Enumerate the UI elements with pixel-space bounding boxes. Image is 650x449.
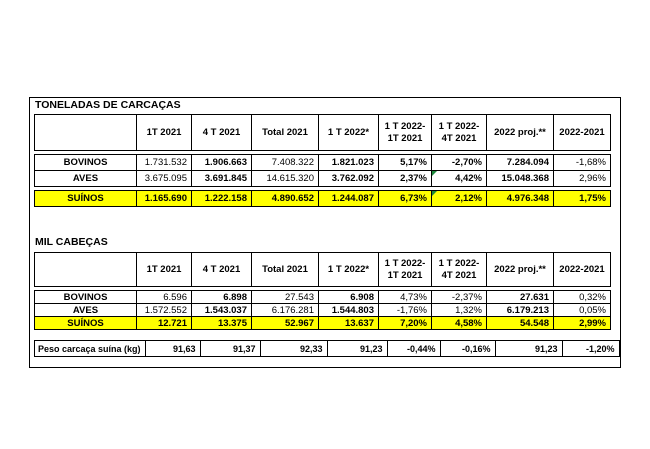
cell: 91,23 <box>327 341 387 357</box>
cell: 4.976.348 <box>487 191 554 207</box>
heads-table <box>34 252 611 330</box>
cell: 15.048.368 <box>487 171 554 187</box>
cell: 27.543 <box>252 291 319 304</box>
cell: -0,44% <box>387 341 440 357</box>
col-header: 4 T 2021 <box>192 253 252 287</box>
cell: 1.821.023 <box>319 155 379 171</box>
cell: -2,37% <box>432 291 487 304</box>
cell: 6.898 <box>192 291 252 304</box>
corner-cell <box>35 115 137 151</box>
col-header: 1 T 2022- 4T 2021 <box>432 253 487 287</box>
cell: 1,32% <box>432 304 487 317</box>
table-row-highlight <box>35 317 611 330</box>
cell: 91,23 <box>495 341 562 357</box>
section-title-heads: MIL CABEÇAS <box>35 236 108 248</box>
cell: 54.548 <box>487 317 554 330</box>
col-header: 1 T 2022* <box>319 253 379 287</box>
cell: 52.967 <box>252 317 319 330</box>
cell: 4.890.652 <box>252 191 319 207</box>
col-header: 1 T 2022- 1T 2021 <box>379 253 432 287</box>
cell: 4,42% <box>432 171 487 187</box>
row-label: BOVINOS <box>35 291 137 304</box>
col-header: 4 T 2021 <box>192 115 252 151</box>
cell: 0,05% <box>554 304 611 317</box>
cell: 3.675.095 <box>137 171 192 187</box>
col-header: 1T 2021 <box>137 115 192 151</box>
carcass-weight-table <box>34 340 620 357</box>
cell: 12.721 <box>137 317 192 330</box>
cell: 1.244.087 <box>319 191 379 207</box>
table-row <box>35 155 611 171</box>
col-header: 1 T 2022* <box>319 115 379 151</box>
cell: 0,32% <box>554 291 611 304</box>
table-row-highlight <box>35 191 611 207</box>
cell: 6.176.281 <box>252 304 319 317</box>
cell: 5,17% <box>379 155 432 171</box>
col-header: 2022 proj.** <box>487 115 554 151</box>
cell: 91,63 <box>145 341 200 357</box>
cell: 92,33 <box>260 341 327 357</box>
cell: -1,68% <box>554 155 611 171</box>
cell: 13.637 <box>319 317 379 330</box>
cell: 1.222.158 <box>192 191 252 207</box>
cell: 7,20% <box>379 317 432 330</box>
cell: 14.615.320 <box>252 171 319 187</box>
cell: 13.375 <box>192 317 252 330</box>
table-row <box>35 291 611 304</box>
col-header: 2022-2021 <box>554 253 611 287</box>
cell: 1.731.532 <box>137 155 192 171</box>
col-header: 1 T 2022- 4T 2021 <box>432 115 487 151</box>
col-header: 2022-2021 <box>554 115 611 151</box>
cell: 6,73% <box>379 191 432 207</box>
header-row <box>35 253 611 287</box>
cell: 3.762.092 <box>319 171 379 187</box>
cell: 2,99% <box>554 317 611 330</box>
cell: 1,75% <box>554 191 611 207</box>
table-row <box>35 304 611 317</box>
cell: 4,73% <box>379 291 432 304</box>
cell: 7.408.322 <box>252 155 319 171</box>
row-label: AVES <box>35 171 137 187</box>
cell: -1,76% <box>379 304 432 317</box>
cell: 6.596 <box>137 291 192 304</box>
row-label: SUÍNOS <box>35 317 137 330</box>
cell: -0,16% <box>440 341 495 357</box>
col-header: 1T 2021 <box>137 253 192 287</box>
col-header: 1 T 2022- 1T 2021 <box>379 115 432 151</box>
cell: 27.631 <box>487 291 554 304</box>
header-row <box>35 115 611 151</box>
cell: 1.906.663 <box>192 155 252 171</box>
cell: 6.179.213 <box>487 304 554 317</box>
cell: 7.284.094 <box>487 155 554 171</box>
col-header: Total 2021 <box>252 115 319 151</box>
cell: 1.165.690 <box>137 191 192 207</box>
section-title-tonnes: TONELADAS DE CARCAÇAS <box>35 99 181 111</box>
tonnes-table <box>34 114 611 207</box>
cell: 1.543.037 <box>192 304 252 317</box>
row-label: Peso carcaça suína (kg) <box>35 341 146 357</box>
cell: 1.572.552 <box>137 304 192 317</box>
cell: -2,70% <box>432 155 487 171</box>
col-header: Total 2021 <box>252 253 319 287</box>
row-label: BOVINOS <box>35 155 137 171</box>
cell: 3.691.845 <box>192 171 252 187</box>
cell: 6.908 <box>319 291 379 304</box>
cell: 4,58% <box>432 317 487 330</box>
cell: -1,20% <box>562 341 619 357</box>
corner-cell <box>35 253 137 287</box>
cell: 2,12% <box>432 191 487 207</box>
col-header: 2022 proj.** <box>487 253 554 287</box>
cell: 91,37 <box>200 341 260 357</box>
row-label: SUÍNOS <box>35 191 137 207</box>
cell: 2,96% <box>554 171 611 187</box>
table-row <box>35 171 611 187</box>
table-row <box>35 341 620 357</box>
cell: 2,37% <box>379 171 432 187</box>
cell: 1.544.803 <box>319 304 379 317</box>
row-label: AVES <box>35 304 137 317</box>
